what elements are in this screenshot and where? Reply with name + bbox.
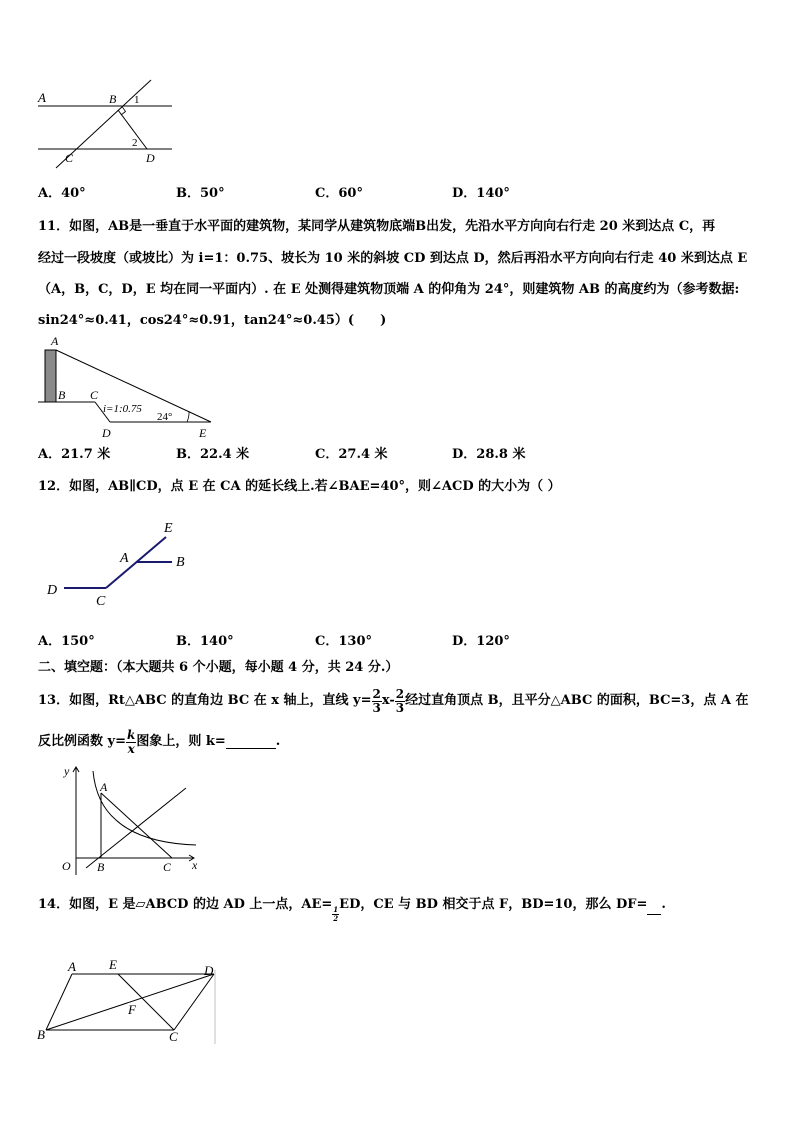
q11-line-1: 11．如图，AB是一垂直于水平面的建筑物，某同学从建筑物底端B出发，先沿水平方向向右行走 20 米到达点 C，再 <box>38 219 716 234</box>
label-d: D <box>47 583 58 598</box>
q13-text-3: 经过直角顶点 B，且平分△ABC 的面积，BC=3，点 A 在 <box>405 693 749 708</box>
q14-text-1: 14．如图，E 是▱ABCD 的边 AD 上一点，AE= <box>38 897 333 912</box>
q13-text-6: . <box>275 734 281 749</box>
q12-option-b: B．140° <box>176 634 234 649</box>
fraction-k-x: $\frac{k}{x}$ <box>126 727 136 756</box>
label-e: E <box>199 426 207 440</box>
label-a: A <box>68 959 76 974</box>
q14-answer-blank[interactable] <box>647 896 661 915</box>
label-b: B <box>176 555 185 570</box>
label-angle-1: 1 <box>134 94 140 106</box>
label-o: O <box>62 859 71 873</box>
figure-q14 <box>32 952 222 1047</box>
q13-text-2: x- <box>381 693 395 708</box>
label-slope: i=1:0.75 <box>103 403 142 415</box>
section-heading: 二、填空题：（本大题共 6 个小题，每小题 4 分，共 24 分.） <box>38 660 399 675</box>
label-a: A <box>51 336 59 348</box>
q13-line-2 <box>38 724 280 760</box>
label-a: A <box>120 551 129 566</box>
label-d: D <box>146 151 155 165</box>
label-c: C <box>163 860 172 874</box>
label-d: D <box>204 963 214 978</box>
q12-option-d: D．120° <box>452 634 510 649</box>
label-b: B <box>109 92 117 106</box>
q10-option-a: A．40° <box>38 186 86 201</box>
q11-option-a: A．21.7 米 <box>38 447 111 462</box>
label-c: C <box>96 594 106 609</box>
label-b: B <box>58 388 66 402</box>
figure-q12 <box>40 515 200 610</box>
label-x: x <box>192 858 198 872</box>
figure-q13 <box>56 763 206 878</box>
q13-line-1 <box>38 683 749 719</box>
figure-q10 <box>30 78 180 170</box>
fraction-2-3: $\frac{2}{3}$ <box>372 686 381 715</box>
label-f: F <box>128 1002 136 1017</box>
q14-text-2: ED，CE 与 BD 相交于点 F，BD=10，那么 DF= <box>339 897 648 912</box>
q12-text: 12．如图，AB∥CD，点 E 在 CA 的延长线上.若∠BAE=40°，则∠ACD 的大小为（ ） <box>38 479 561 494</box>
q11-line-4: sin24°≈0.41，cos24°≈0.91，tan24°≈0.45）( ) <box>38 313 387 328</box>
label-a: A <box>38 90 46 105</box>
q10-option-b: B．50° <box>176 186 225 201</box>
label-angle-2: 2 <box>132 137 138 149</box>
q11-line-3: （A，B，C，D，E 均在同一平面内）. 在 E 处测得建筑物顶端 A 的仰角为 24°，则建筑物 AB 的高度约为（参考数据: <box>38 282 740 297</box>
label-c: C <box>90 388 99 402</box>
q10-option-c: C．60° <box>315 186 363 201</box>
q13-text-4: 反比例函数 y= <box>38 734 126 749</box>
label-c: C <box>169 1029 178 1044</box>
q14-line <box>38 890 666 930</box>
q14-text-3: . <box>661 897 666 912</box>
label-e: E <box>164 521 173 536</box>
q12-option-c: C．130° <box>315 634 372 649</box>
q11-line-2: 经过一段坡度（或坡比）为 i=1：0.75、坡长为 10 米的斜坡 CD 到达点 D，然后再沿水平方向向右行走 40 米到达点 E <box>38 251 748 266</box>
q11-option-c: C．27.4 米 <box>315 447 388 462</box>
label-angle: 24° <box>157 411 173 423</box>
q10-option-d: D．140° <box>452 186 510 201</box>
fraction-1-2: $\frac{1}{2}$ <box>333 905 339 923</box>
q12-option-a: A．150° <box>38 634 95 649</box>
q13-text-1: 13．如图，Rt△ABC 的直角边 BC 在 x 轴上，直线 y= <box>38 693 372 708</box>
q11-option-b: B．22.4 米 <box>176 447 250 462</box>
q13-text-5: 图象上，则 k= <box>136 734 226 749</box>
label-a: A <box>100 780 108 794</box>
label-e: E <box>109 957 117 972</box>
fraction-2-3-b: $\frac{2}{3}$ <box>395 686 405 715</box>
label-d: D <box>102 426 111 440</box>
label-b: B <box>97 860 105 874</box>
q13-answer-blank[interactable] <box>226 735 276 749</box>
label-y: y <box>64 764 70 778</box>
label-c: C <box>65 151 74 165</box>
label-b: B <box>37 1027 45 1042</box>
q11-option-d: D．28.8 米 <box>452 447 526 462</box>
figure-q11 <box>35 336 220 442</box>
